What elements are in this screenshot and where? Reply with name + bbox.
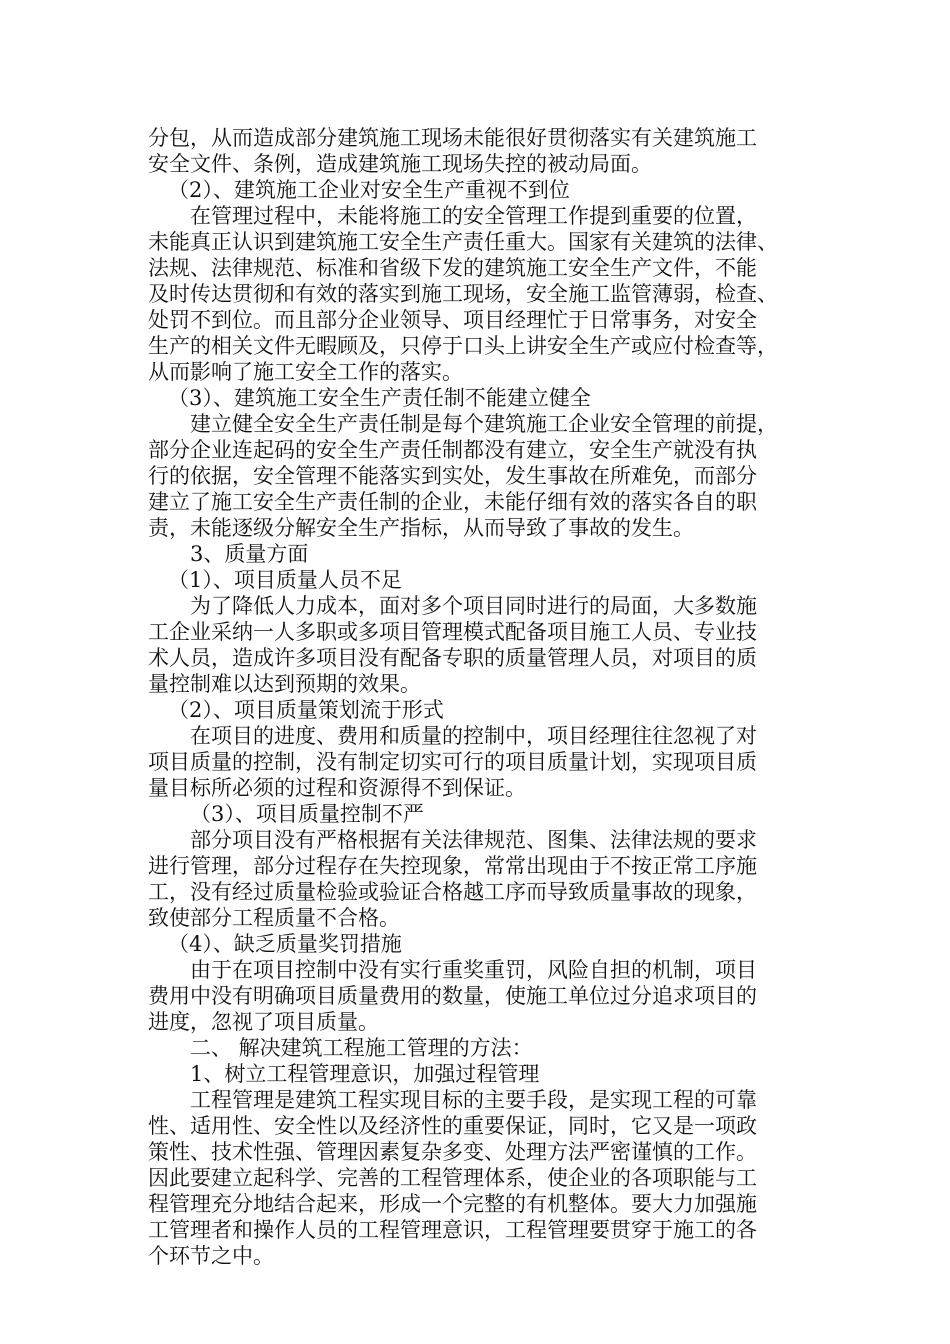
section-heading: （2）、建筑施工企业对安全生产重视不到位 xyxy=(168,178,570,202)
text-line: 安全文件、条例，造成建筑施工现场失控的被动局面。 xyxy=(148,152,652,176)
text-line: 术人员，造成许多项目没有配备专职的质量管理人员，对项目的质 xyxy=(148,646,757,670)
text-line: 量控制难以达到预期的效果。 xyxy=(148,672,421,696)
section-heading: （1）、项目质量人员不足 xyxy=(168,568,402,592)
text-line: 进度，忽视了项目质量。 xyxy=(148,1010,379,1034)
text-line: 建立了施工安全生产责任制的企业，未能仔细有效的落实各自的职 xyxy=(148,490,757,514)
text-line: 行的依据，安全管理不能落实到实处，发生事故在所难免，而部分 xyxy=(148,464,757,488)
section-heading: （2）、项目质量策划流于形式 xyxy=(168,698,444,722)
text-line: 法规、法律规范、标准和省级下发的建筑施工安全生产文件，不能 xyxy=(148,256,757,280)
section-heading: （3）、项目质量控制不严 xyxy=(190,802,424,826)
text-line: 及时传达贯彻和有效的落实到施工现场，安全施工监管薄弱，检查、 xyxy=(148,282,778,306)
text-line: 部分项目没有严格根据有关法律规范、图集、法律法规的要求 xyxy=(190,828,757,852)
text-line: 由于在项目控制中没有实行重奖重罚，风险自担的机制，项目 xyxy=(190,958,757,982)
text-line: 未能真正认识到建筑施工安全生产责任重大。国家有关建筑的法律、 xyxy=(148,230,778,254)
text-line: 工企业采纳一人多职或多项目管理模式配备项目施工人员、专业技 xyxy=(148,620,757,644)
text-line: 致使部分工程质量不合格。 xyxy=(148,906,400,930)
text-line: 程管理充分地结合起来，形成一个完整的有机整体。要大力加强施 xyxy=(148,1192,757,1216)
chapter-heading: 二、 解决建筑工程施工管理的方法： xyxy=(190,1036,533,1060)
text-line: 量目标所必须的过程和资源得不到保证。 xyxy=(148,776,526,800)
text-line: 工程管理是建筑工程实现目标的主要手段，是实现工程的可靠 xyxy=(190,1088,757,1112)
text-line: 性、适用性、安全性以及经济性的重要保证，同时，它又是一项政 xyxy=(148,1114,757,1138)
text-line: 责，未能逐级分解安全生产指标，从而导致了事故的发生。 xyxy=(148,516,694,540)
text-line: 在项目的进度、费用和质量的控制中，项目经理往往忽视了对 xyxy=(190,724,757,748)
text-line: 进行管理，部分过程存在失控现象，常常出现由于不按正常工序施 xyxy=(148,854,757,878)
text-line: 工管理者和操作人员的工程管理意识，工程管理要贯穿于施工的各 xyxy=(148,1218,757,1242)
text-line: 部分企业连起码的安全生产责任制都没有建立，安全生产就没有执 xyxy=(148,438,757,462)
text-line: 因此要建立起科学、完善的工程管理体系，使企业的各项职能与工 xyxy=(148,1166,757,1190)
text-line: 费用中没有明确项目质量费用的数量，使施工单位过分追求项目的 xyxy=(148,984,757,1008)
section-heading: 1、树立工程管理意识，加强过程管理 xyxy=(190,1062,540,1086)
section-heading: （4）、缺乏质量奖罚措施 xyxy=(168,932,402,956)
section-heading: 3、质量方面 xyxy=(190,542,309,566)
text-line: 生产的相关文件无暇顾及，只停于口头上讲安全生产或应付检查等， xyxy=(148,334,778,358)
text-line: 项目质量的控制，没有制定切实可行的项目质量计划，实现项目质 xyxy=(148,750,757,774)
text-line: 分包，从而造成部分建筑施工现场未能很好贯彻落实有关建筑施工 xyxy=(148,126,757,150)
text-line: 在管理过程中，未能将施工的安全管理工作提到重要的位置， xyxy=(190,204,757,228)
section-heading: （3）、建筑施工安全生产责任制不能建立健全 xyxy=(168,386,591,410)
text-line: 为了降低人力成本，面对多个项目同时进行的局面，大多数施 xyxy=(190,594,757,618)
text-line: 建立健全安全生产责任制是每个建筑施工企业安全管理的前提， xyxy=(190,412,778,436)
text-line: 从而影响了施工安全工作的落实。 xyxy=(148,360,463,384)
text-line: 工，没有经过质量检验或验证合格越工序而导致质量事故的现象， xyxy=(148,880,757,904)
text-line: 处罚不到位。而且部分企业领导、项目经理忙于日常事务，对安全 xyxy=(148,308,757,332)
text-line: 策性、技术性强、管理因素复杂多变、处理方法严密谨慎的工作。 xyxy=(148,1140,757,1164)
text-line: 个环节之中。 xyxy=(148,1244,274,1268)
